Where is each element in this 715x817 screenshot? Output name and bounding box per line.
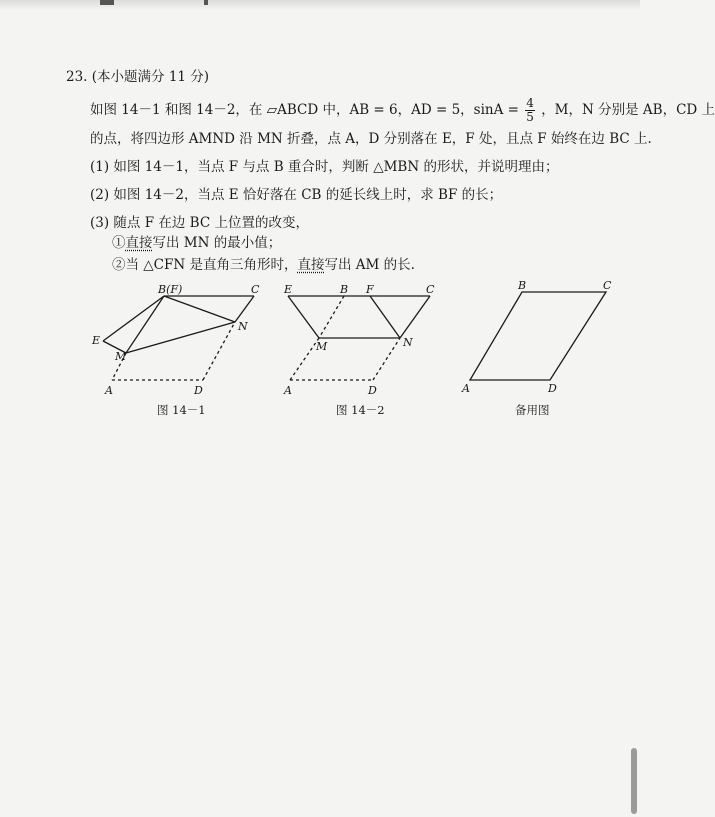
label-E: E [92,334,101,347]
label-A: A [462,382,470,395]
caption-fig-14-2: 图 14－2 [336,403,385,417]
label-D: D [368,384,377,397]
edge-EM [288,296,319,338]
label-A: A [105,384,113,397]
sub2-rest: 写出 AM 的长. [324,257,415,273]
fraction-numerator: 4 [526,96,534,110]
label-M: M [115,350,127,363]
label-B: B [518,279,527,292]
label-N: N [238,320,248,333]
page-top-edge [0,0,640,10]
label-N: N [403,336,413,349]
problem-part3-sub1 [112,234,281,252]
sub2-emphasis: 直接 [297,257,325,273]
label-C: C [603,279,612,292]
problem-part3-sub2 [112,256,415,274]
edge-DN-dashed [203,322,235,380]
figure-spare [470,292,606,380]
caption-fig-14-1: 图 14－1 [157,403,206,417]
edge-BM-dashed [319,296,344,338]
caption-spare-figure: 备用图 [515,403,550,417]
figure-spare-labels [461,279,612,395]
problem-part3: (3) 随点 F 在边 BC 上位置的改变， [90,215,309,231]
problem-intro-line2: 的点，将四边形 AMND 沿 MN 折叠，点 A，D 分别落在 E，F 处，且点 F 始终在边 BC 上. [90,131,652,147]
edge-CN [235,296,254,322]
intro-text-b: ，M，N 分别是 AB，CD 上 [541,102,715,118]
edge-AM-dashed [290,338,319,380]
scan-mark [204,0,208,5]
problem-part1: (1) 如图 14－1，当点 F 与点 B 重合时，判断 △MBN 的形状，并说明理由； [90,159,559,175]
problem-part2: (2) 如图 14－2，当点 E 恰好落在 CB 的延长线上时，求 BF 的长； [90,187,503,203]
label-C: C [426,283,435,296]
label-M: M [316,340,328,353]
edge-DN-dashed [373,338,400,380]
scan-mark [100,0,114,5]
label-F: F [366,283,374,296]
edge-BN [164,296,235,322]
label-A: A [284,384,292,397]
figure-14-1 [103,296,254,380]
sub2-prefix: ②当 △CFN 是直角三角形时， [112,257,298,273]
edge-CN [400,296,430,338]
problem-intro-line1 [90,97,715,124]
label-D: D [194,384,203,397]
label-D: D [548,382,557,395]
fraction-denominator: 5 [526,110,534,124]
sub1-rest: 写出 MN 的最小值； [152,235,282,251]
sub1-prefix: ① [112,235,126,251]
fraction-sinA [525,97,535,124]
intro-text-a: 如图 14－1 和图 14－2，在 ▱ABCD 中，AB = 6，AD = 5，sinA = [90,102,519,118]
parallelogram-ABCD [470,292,606,380]
edge-BE [103,296,164,341]
edge-MN [126,322,235,353]
edge-FN [370,296,400,338]
label-C: C [251,283,260,296]
label-E: E [284,283,293,296]
problem-heading: 23. (本小题满分 11 分) [66,69,210,85]
sub1-emphasis: 直接 [125,235,153,251]
scrollbar-thumb[interactable] [631,748,637,814]
label-BF: B(F) [158,283,183,296]
label-B: B [340,283,349,296]
